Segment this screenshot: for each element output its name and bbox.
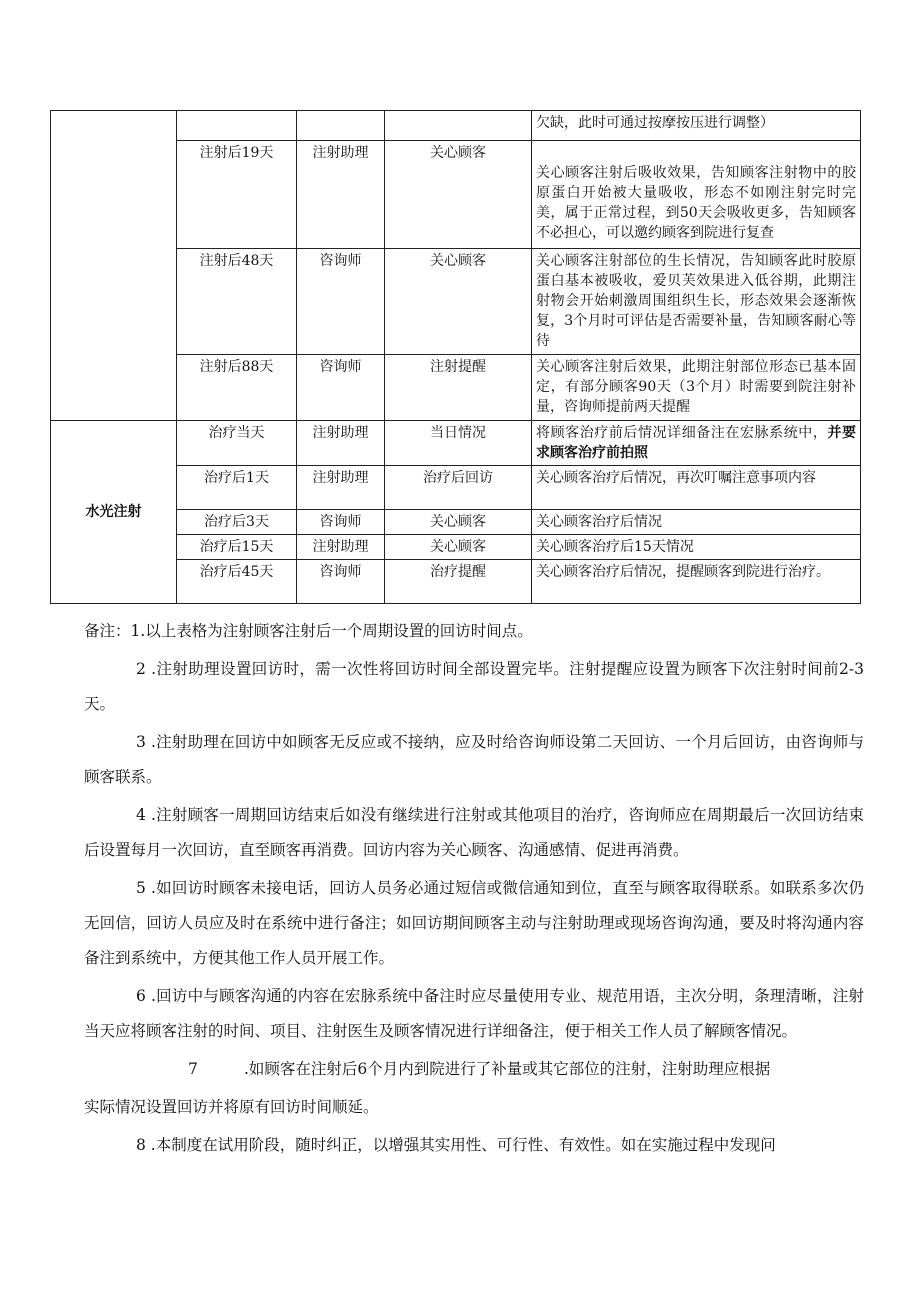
note-7-number: 7: [188, 1060, 198, 1078]
desc-cell: 关心顾客注射后吸收效果，告知顾客注射物中的胶原蛋白开始被大量吸收，形态不如刚注射完时完美，属于正常过程，到50天会吸收更多，告知顾客不必担心，可以邀约顾客到院进行复查: [532, 141, 861, 249]
follow-up-schedule-table: [50, 110, 861, 604]
note-2: 2 .注射助理设置回访时，需一次性将回访时间全部设置完毕。注射提醒应设置为顾客下次注射时间前2-3天。: [84, 660, 864, 713]
type-cell: 当日情况: [385, 421, 532, 466]
type-cell: 关心顾客: [385, 249, 532, 355]
time-cell: 治疗后3天: [177, 510, 297, 535]
note-7-text: .如顾客在注射后6个月内到院进行了补量或其它部位的注射，注射助理应根据: [244, 1060, 771, 1078]
time-cell: 治疗后1天: [177, 466, 297, 510]
role-cell: 咨询师: [297, 249, 385, 355]
type-cell: 关心顾客: [385, 141, 532, 249]
type-cell: 关心顾客: [385, 510, 532, 535]
type-cell: 注射提醒: [385, 355, 532, 421]
group-cell: [51, 111, 177, 421]
time-cell: [177, 111, 297, 141]
desc-cell: 关心顾客治疗后情况，提醒顾客到院进行治疗。: [532, 560, 861, 604]
desc-cell: 欠缺，此时可通过按摩按压进行调整）: [532, 111, 861, 141]
time-cell: 注射后88天: [177, 355, 297, 421]
desc-cell: 关心顾客治疗后15天情况: [532, 535, 861, 560]
table-row: [51, 421, 861, 466]
desc-cell: 关心顾客治疗后情况: [532, 510, 861, 535]
type-cell: 关心顾客: [385, 535, 532, 560]
role-cell: 咨询师: [297, 355, 385, 421]
role-cell: 注射助理: [297, 141, 385, 249]
role-cell: 注射助理: [297, 466, 385, 510]
type-cell: [385, 111, 532, 141]
type-cell: 治疗提醒: [385, 560, 532, 604]
time-cell: 治疗后15天: [177, 535, 297, 560]
role-cell: 咨询师: [297, 510, 385, 535]
time-cell: 注射后19天: [177, 141, 297, 249]
role-cell: [297, 111, 385, 141]
note-7-continuation: 实际情况设置回访并将原有回访时间顺延。: [84, 1098, 379, 1116]
desc-cell: [532, 421, 861, 466]
time-cell: 治疗后45天: [177, 560, 297, 604]
group-cell: 水光注射: [51, 421, 177, 604]
time-cell: 治疗当天: [177, 421, 297, 466]
note-6: 6 .回访中与顾客沟通的内容在宏脉系统中备注时应尽量使用专业、规范用语，主次分明，条理清晰，注射当天应将顾客注射的时间、项目、注射医生及顾客情况进行详细备注，便于相关工作人员了解顾客情况。: [84, 987, 864, 1040]
note-4: 4 .注射顾客一周期回访结束后如没有继续进行注射或其他项目的治疗，咨询师应在周期最后一次回访结束后设置每月一次回访，直至顾客再消费。回访内容为关心顾客、沟通感情、促进再消费。: [84, 806, 864, 859]
role-cell: 注射助理: [297, 535, 385, 560]
desc-cell: 关心顾客注射后效果，此期注射部位形态已基本固定，有部分顾客90天（3个月）时需要到院注射补量，咨询师提前两天提醒: [532, 355, 861, 421]
desc-cell: 关心顾客注射部位的生长情况，告知顾客此时胶原蛋白基本被吸收，爱贝芙效果进入低谷期，此期注射物会开始刺激周围组织生长，形态效果会逐渐恢复，3个月时可评估是否需要补量，告知顾客耐心等待: [532, 249, 861, 355]
role-cell: 咨询师: [297, 560, 385, 604]
note-5: 5 .如回访时顾客未接电话，回访人员务必通过短信或微信通知到位，直至与顾客取得联系。如联系多次仍无回信，回访人员应及时在系统中进行备注；如回访期间顾客主动与注射助理或现场咨询沟通，要及时将沟通内容备注到系统中，方便其他工作人员开展工作。: [84, 879, 864, 967]
desc-cell: 关心顾客治疗后情况，再次叮嘱注意事项内容: [532, 466, 861, 510]
table-row: [51, 111, 861, 141]
time-cell: 注射后48天: [177, 249, 297, 355]
type-cell: 治疗后回访: [385, 466, 532, 510]
desc-bold-text: 并要求顾客治疗前拍照: [536, 425, 857, 461]
note-8: 8 .本制度在试用阶段，随时纠正，以增强其实用性、可行性、有效性。如在实施过程中发现问: [136, 1136, 776, 1154]
note-7: [84, 1052, 864, 1087]
note-3: 3 .注射助理在回访中如顾客无反应或不接纳，应及时给咨询师设第二天回访、一个月后回访，由咨询师与顾客联系。: [84, 733, 864, 786]
note-1: 备注：1.以上表格为注射顾客注射后一个周期设置的回访时间点。: [84, 622, 533, 640]
notes-section: [84, 614, 864, 1163]
role-cell: 注射助理: [297, 421, 385, 466]
desc-text: 将顾客治疗前后情况详细备注在宏脉系统中，: [536, 425, 828, 441]
